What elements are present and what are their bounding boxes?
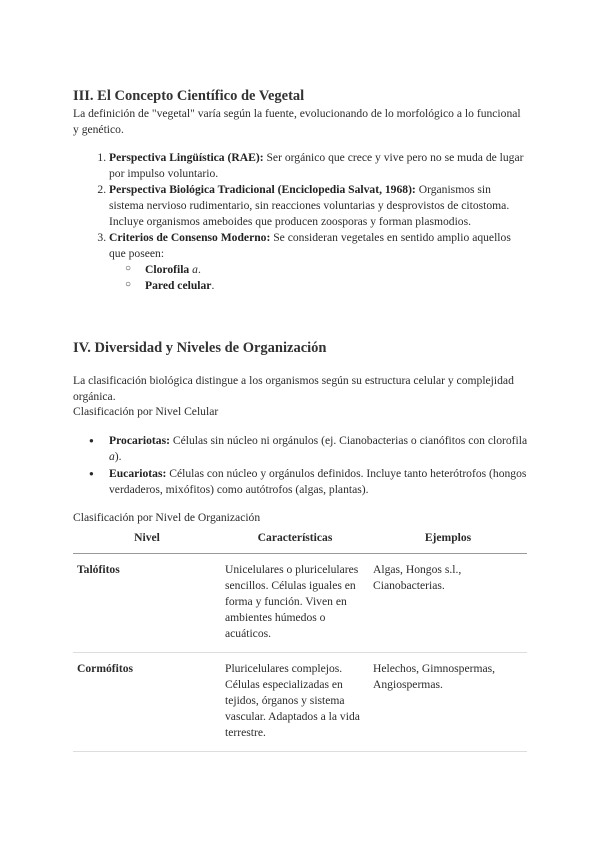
list-item-text: Ser orgánico que crece y vive pero no se muda de lugar por impulso voluntario. — [109, 151, 524, 180]
list-item — [109, 230, 528, 294]
bullet-item — [109, 466, 528, 498]
header-nivel: Nivel — [73, 525, 221, 554]
sub-item-term: Pared celular — [145, 279, 212, 292]
list-item-term: Perspectiva Lingüística (RAE): — [109, 151, 264, 164]
sub-item-end: . — [197, 263, 201, 276]
bullet-text: Células sin núcleo ni orgánulos (ej. Cianobacterias o cianófitos con clorofila — [169, 434, 528, 447]
sub-item-term: Clorofila — [145, 263, 190, 276]
bullet-italic: a — [109, 450, 115, 463]
section-4-subtitle-celular: Clasificación por Nivel Celular — [73, 405, 219, 418]
table-header-row — [73, 525, 527, 554]
list-item — [109, 150, 528, 182]
list-item-text: Se consideran vegetales en sentido amplio aquellos que poseen: — [109, 231, 511, 260]
organization-table — [73, 525, 527, 752]
sub-item-suffix: a — [189, 263, 198, 276]
section-4-intro: La clasificación biológica distingue a los organismos según su estructura celular y complejidad orgánica. — [73, 374, 514, 403]
sub-item-end: . — [211, 279, 215, 292]
table-row — [73, 653, 527, 752]
list-item — [109, 182, 528, 230]
list-item-text: Organismos sin sistema nervioso rudimentario, sin reacciones voluntarias y desprovistos de citostoma. Incluye organismos ameboides que producen zoosporas y forman plasmodios. — [109, 183, 510, 228]
header-ejemplos: Ejemplos — [369, 525, 527, 554]
bullet-item — [109, 433, 528, 465]
bullet-end: ). — [114, 450, 122, 463]
cell-nivel: Talófitos — [73, 554, 221, 653]
cell-caracteristicas: Pluricelulares complejos. Células especializadas en tejidos, órganos y sistema vascular. Adaptados a la vida terrestre. — [221, 653, 369, 752]
table-row — [73, 554, 527, 653]
cell-caracteristicas: Unicelulares o pluricelulares sencillos. Células iguales en forma y función. Viven en ambientes húmedos o acuáticos. — [221, 554, 369, 653]
cell-nivel: Cormófitos — [73, 653, 221, 752]
sub-list-item — [145, 262, 528, 278]
bullet-text: Células con núcleo y orgánulos definidos. Incluye tanto heterótrofos (hongos verdaderos, mixófitos) como autótrofos (algas, plantas). — [109, 467, 527, 496]
list-item-term: Perspectiva Biológica Tradicional (Enciclopedia Salvat, 1968): — [109, 183, 416, 196]
section-3-title: III. El Concepto Científico de Vegetal — [73, 88, 305, 104]
header-caracteristicas: Características — [221, 525, 369, 554]
bullet-term: Procariotas: — [109, 434, 170, 447]
section-4-bullets — [73, 433, 528, 499]
section-4-title: IV. Diversidad y Niveles de Organización — [73, 340, 327, 356]
cell-ejemplos: Helechos, Gimnospermas, Angiospermas. — [369, 653, 527, 752]
section-4-subtitle-organizacion: Clasificación por Nivel de Organización — [73, 511, 261, 524]
cell-ejemplos: Algas, Hongos s.l., Cianobacterias. — [369, 554, 527, 653]
section-3-list — [73, 150, 528, 294]
list-item-term: Criterios de Consenso Moderno: — [109, 231, 271, 244]
sub-list — [109, 262, 528, 294]
sub-list-item — [145, 278, 528, 294]
bullet-term: Eucariotas: — [109, 467, 167, 480]
section-3-intro: La definición de "vegetal" varía según la fuente, evolucionando de lo morfológico a lo funcional y genético. — [73, 107, 521, 136]
